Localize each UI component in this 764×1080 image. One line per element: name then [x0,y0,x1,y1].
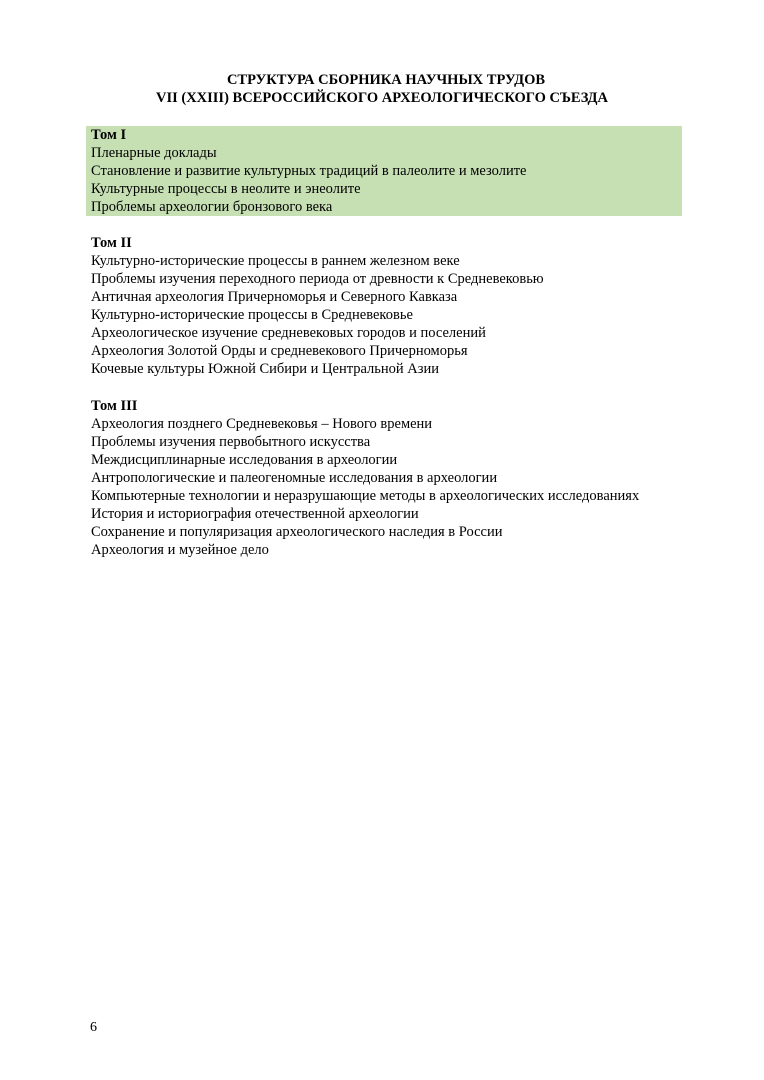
volume-1-heading: Том I [91,127,127,143]
volume-2-item: Археологическое изучение средневековых городов и поселений [91,325,486,341]
title-line-1: СТРУКТУРА СБОРНИКА НАУЧНЫХ ТРУДОВ [226,72,546,88]
volume-2-item: Культурно-исторические процессы в раннем железном веке [91,253,460,269]
volume-3-item: Междисциплинарные исследования в археологии [91,452,398,468]
volume-1-item: Становление и развитие культурных традиций в палеолите и мезолите [91,163,527,179]
volume-2-item: Кочевые культуры Южной Сибири и Центральной Азии [91,361,439,377]
volume-2-section [86,234,682,378]
document-title [0,71,764,107]
volume-3-section [86,397,682,559]
volume-2-item: Проблемы изучения переходного периода от древности к Средневековью [91,271,544,287]
volume-2-item: Культурно-исторические процессы в Средневековье [91,307,413,323]
volume-2-item: Античная археология Причерноморья и Северного Кавказа [91,289,458,305]
volume-1-section [86,126,682,216]
volume-3-item: Проблемы изучения первобытного искусства [91,434,371,450]
page-number: 6 [90,1020,97,1035]
volume-2-item: Археология Золотой Орды и средневекового Причерноморья [91,343,468,359]
volume-3-item: История и историография отечественной археологии [91,506,419,522]
volume-3-item: Археология и музейное дело [91,542,269,558]
volume-2-heading: Том II [91,235,132,251]
title-line-2: VII (XXIII) ВСЕРОССИЙСКОГО АРХЕОЛОГИЧЕСКОГО СЪЕЗДА [155,90,608,106]
volume-1-item: Проблемы археологии бронзового века [91,199,333,215]
volume-3-item: Археология позднего Средневековья – Нового времени [91,416,433,432]
volume-3-item: Сохранение и популяризация археологического наследия в России [91,524,503,540]
volume-3-item: Компьютерные технологии и неразрушающие методы в археологических исследованиях [91,488,640,504]
volume-1-item: Пленарные доклады [91,145,217,161]
volume-3-item: Антропологические и палеогеномные исследования в археологии [91,470,498,486]
volume-3-heading: Том III [91,398,138,414]
volume-1-item: Культурные процессы в неолите и энеолите [91,181,361,197]
